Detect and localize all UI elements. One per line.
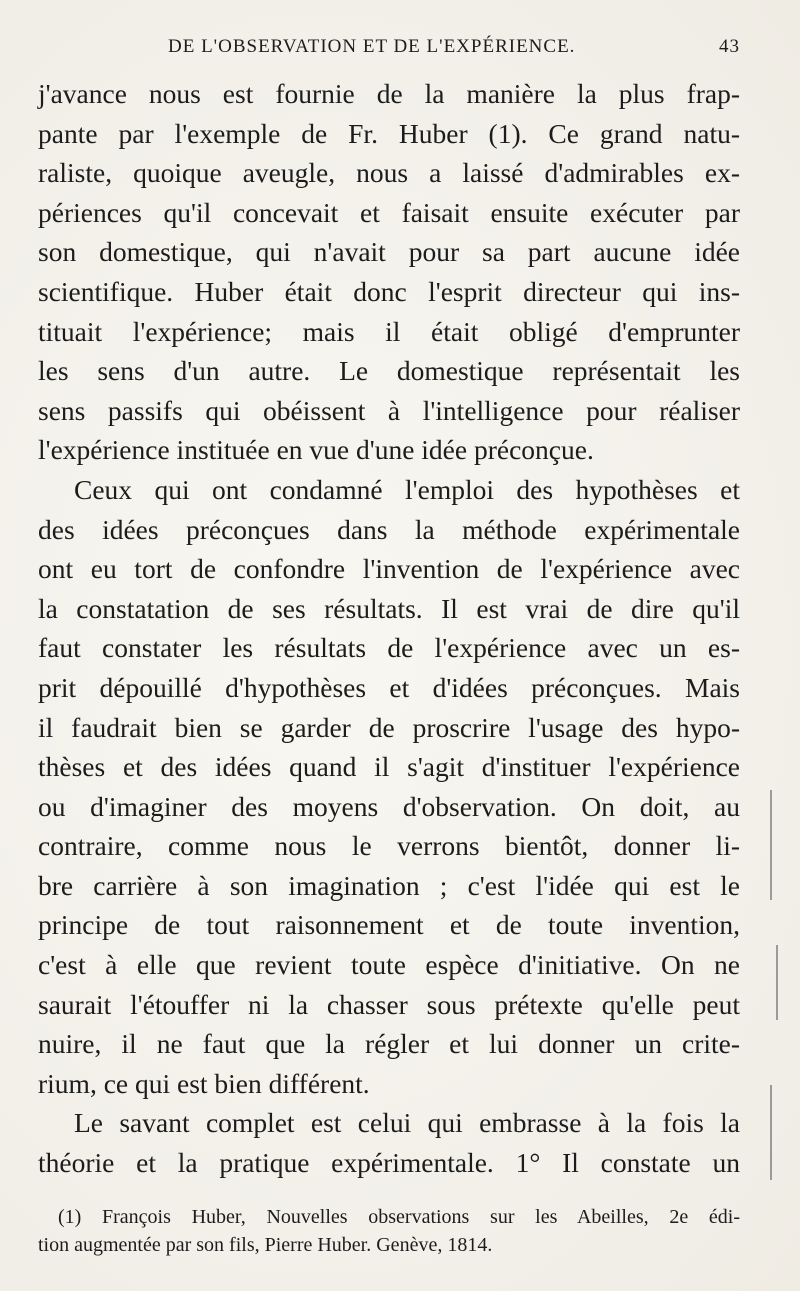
footnote-line: tion augmentée par son fils, Pierre Huber. Genève, 1814. bbox=[38, 1234, 493, 1256]
text-line: raliste, quoique aveugle, nous a laissé d'admirables ex- bbox=[38, 157, 740, 189]
page-number: 43 bbox=[719, 36, 740, 57]
margin-pencil-mark bbox=[770, 1085, 772, 1180]
text-line: thèses et des idées quand il s'agit d'instituer l'expérience bbox=[38, 751, 740, 783]
text-line: théorie et la pratique expérimentale. 1° Il constate un bbox=[38, 1147, 740, 1179]
text-line: scientifique. Huber était donc l'esprit directeur qui ins- bbox=[38, 275, 740, 307]
footnote-line: (1) François Huber, Nouvelles observations sur les Abeilles, 2e édi- bbox=[58, 1206, 740, 1228]
text-line: pante par l'exemple de Fr. Huber (1). Ce grand natu- bbox=[38, 117, 740, 149]
margin-pencil-mark bbox=[770, 790, 772, 900]
running-head: DE L'OBSERVATION ET DE L'EXPÉRIENCE. bbox=[168, 36, 576, 57]
text-line: tituait l'expérience; mais il était obligé d'emprunter bbox=[38, 315, 740, 347]
text-line: des idées préconçues dans la méthode expérimentale bbox=[38, 513, 740, 545]
text-line: ont eu tort de confondre l'invention de l'expérience avec bbox=[38, 553, 740, 585]
text-line: les sens d'un autre. Le domestique représentait les bbox=[38, 355, 740, 387]
text-line: faut constater les résultats de l'expérience avec un es- bbox=[38, 632, 740, 664]
text-line: périences qu'il concevait et faisait ensuite exécuter par bbox=[38, 196, 740, 228]
footnote bbox=[38, 1203, 740, 1259]
text-line: Ceux qui ont condamné l'emploi des hypothèses et bbox=[74, 473, 740, 505]
paragraph-2 bbox=[38, 470, 740, 1104]
text-line: la constatation de ses résultats. Il est vrai de dire qu'il bbox=[38, 592, 740, 624]
page-header bbox=[38, 36, 740, 60]
text-line: l'expérience instituée en vue d'une idée préconçue. bbox=[38, 434, 594, 466]
text-line: rium, ce qui est bien différent. bbox=[38, 1067, 370, 1099]
text-line: ou d'imaginer des moyens d'observation. On doit, au bbox=[38, 790, 740, 822]
paragraph-1 bbox=[38, 74, 740, 470]
text-line: saurait l'étouffer ni la chasser sous prétexte qu'elle peut bbox=[38, 988, 740, 1020]
text-line: j'avance nous est fournie de la manière la plus frap- bbox=[38, 78, 740, 109]
text-line: sens passifs qui obéissent à l'intelligence pour réaliser bbox=[38, 394, 740, 426]
text-line: contraire, comme nous le verrons bientôt, donner li- bbox=[38, 830, 740, 862]
margin-pencil-mark bbox=[776, 945, 778, 1020]
text-line: principe de tout raisonnement et de toute invention, bbox=[38, 909, 740, 941]
text-line: c'est à elle que revient toute espèce d'initiative. On ne bbox=[38, 949, 740, 981]
text-line: nuire, il ne faut que la régler et lui donner un crite- bbox=[38, 1028, 740, 1060]
body-text bbox=[38, 74, 740, 1183]
text-line: Le savant complet est celui qui embrasse à la fois la bbox=[74, 1107, 740, 1139]
text-line: son domestique, qui n'avait pour sa part aucune idée bbox=[38, 236, 740, 268]
text-line: bre carrière à son imagination ; c'est l'idée qui est le bbox=[38, 869, 740, 901]
paragraph-3 bbox=[38, 1103, 740, 1182]
text-line: il faudrait bien se garder de proscrire l'usage des hypo- bbox=[38, 711, 740, 743]
text-line: prit dépouillé d'hypothèses et d'idées préconçues. Mais bbox=[38, 671, 740, 703]
